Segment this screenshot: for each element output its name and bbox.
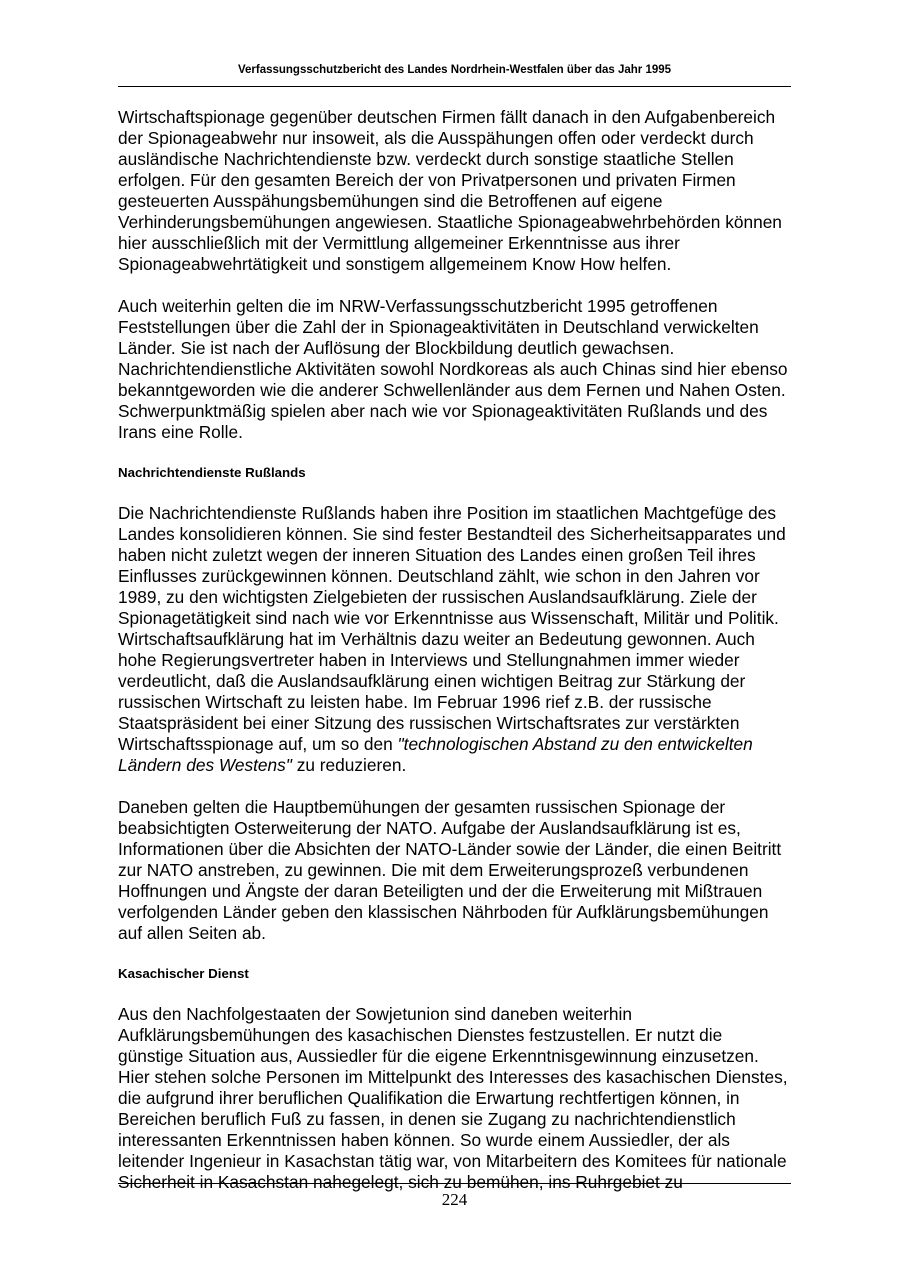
quote: "technologischen Abstand zu den entwickelten Ländern des Westens" (118, 734, 753, 775)
body-text (118, 107, 791, 1193)
header-divider (118, 86, 791, 87)
paragraph: Aus den Nachfolgestaaten der Sowjetunion sind daneben weiterhin Aufklärungsbemühungen des kasachischen Dienstes festzustellen. Er nutzt die günstige Situation aus, Aussiedler für die eigene Erkenntnisgewinnung einzusetzen. Hier stehen solche Personen im Mittelpunkt des Interesses des kasachischen Dienstes, die aufgrund ihrer beruflichen Qualifikation die Erwartung rechtfertigen können, in Bereichen beruflich Fuß zu fassen, in denen sie Zugang zu nachrichtendienstlich interessanten Erkenntnissen haben können. So wurde einem Aussiedler, der als leitender Ingenieur in Kasachstan tätig war, von Mitarbeitern des Komitees für nationale Sicherheit in Kasachstan nahegelegt, sich zu bemühen, ins Ruhrgebiet zu (118, 1004, 788, 1192)
section-heading-kazakh: Kasachischer Dienst (118, 966, 249, 981)
paragraph-text-end: zu reduzieren. (291, 755, 407, 775)
paragraph (118, 503, 791, 776)
paragraph: Daneben gelten die Hauptbemühungen der gesamten russischen Spionage der beabsichtigten Osterweiterung der NATO. Aufgabe der Auslandsaufklärung ist es, Informationen über die Absichten der NATO-Länder sowie der Länder, die einen Beitritt zur NATO anstreben, zu gewinnen. Die mit dem Erweiterungsprozeß verbundenen Hoffnungen und Ängste der daran Beteiligten und der die Erweiterung mit Mißtrauen verfolgenden Länder geben den klassischen Nährboden für Aufklärungsbemühungen auf allen Seiten ab. (118, 797, 782, 943)
running-header: Verfassungsschutzbericht des Landes Nordrhein-Westfalen über das Jahr 1995 (237, 64, 672, 76)
section-heading-russia: Nachrichtendienste Rußlands (118, 465, 306, 480)
footer-divider (118, 1183, 791, 1184)
paragraph-text: Die Nachrichtendienste Rußlands haben ihre Position im staatlichen Machtgefüge des Landes konsolidieren können. Sie sind fester Bestandteil des Sicherheitsapparates und haben nicht zuletzt wegen der inneren Situation des Landes einen großen Teil ihres Einflusses zurückgewinnen können. Deutschland zählt, wie schon in den Jahren vor 1989, zu den wichtigsten Zielgebieten der russischen Auslandsaufklärung. Ziele der Spionagetätigkeit sind nach wie vor Erkenntnisse aus Wissenschaft, Militär und Politik. Wirtschaftsaufklärung hat im Verhältnis dazu weiter an Bedeutung gewonnen. Auch hohe Regierungsvertreter haben in Interviews und Stellungnahmen immer wieder verdeutlicht, daß die Auslandsaufklärung einen wichtigen Beitrag zur Stärkung der russischen Wirtschaft zu leisten habe. Im Februar 1996 rief z.B. der russische Staatspräsident bei einer Sitzung des russischen Wirtschaftsrates zur verstärkten Wirtschaftsspionage auf, um so den (118, 503, 786, 754)
paragraph: Wirtschaftspionage gegenüber deutschen Firmen fällt danach in den Aufgabenbereich der Spionageabwehr nur insoweit, als die Ausspähungen offen oder verdeckt durch ausländische Nachrichtendienste bzw. verdeckt durch sonstige staatliche Stellen erfolgen. Für den gesamten Bereich der von Privatpersonen und privaten Firmen gesteuerten Ausspähungsbemühungen sind die Betroffenen auf eigene Verhinderungsbemühungen angewiesen. Staatliche Spionageabwehrbehörden können hier ausschließlich mit der Vermittlung allgemeiner Erkenntnisse aus ihrer Spionageabwehrtätigkeit und sonstigem allgemeinem Know How helfen. (118, 107, 782, 274)
paragraph: Auch weiterhin gelten die im NRW-Verfassungsschutzbericht 1995 getroffenen Feststellungen über die Zahl der in Spionageaktivitäten in Deutschland verwickelten Länder. Sie ist nach der Auflösung der Blockbildung deutlich gewachsen. Nachrichtendienstliche Aktivitäten sowohl Nordkoreas als auch Chinas sind hier ebenso bekanntgeworden wie die anderer Schwellenländer aus dem Fernen und Nahen Osten. Schwerpunktmäßig spielen aber nach wie vor Spionageaktivitäten Rußlands und des Irans eine Rolle. (118, 296, 788, 442)
page-number: 224 (441, 1190, 468, 1209)
